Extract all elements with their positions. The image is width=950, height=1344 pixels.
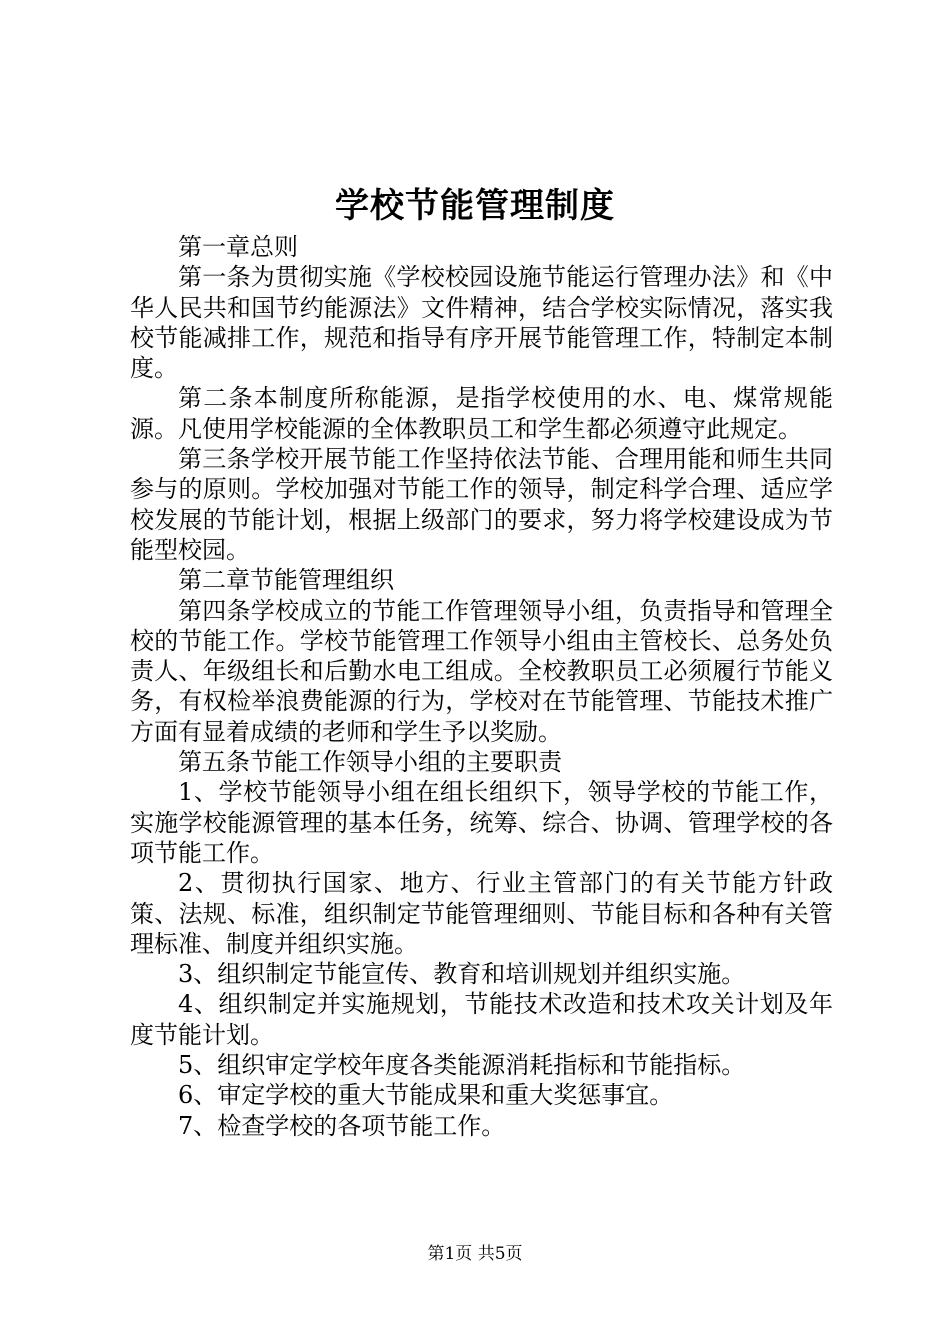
article-paragraph: 第一条为贯彻实施《学校校园设施节能运行管理办法》和《中华人民共和国节约能源法》文件精神，结合学校实际情况，落实我校节能减排工作，规范和指导有序开展节能管理工作，特制定本制度。 xyxy=(130,263,833,383)
document-body xyxy=(130,232,833,1141)
chapter-heading: 第二章节能管理组织 xyxy=(178,566,394,595)
chapter-heading: 第一章总则 xyxy=(178,233,298,261)
article-paragraph: 第二条本制度所称能源，是指学校使用的水、电、煤常规能源。凡使用学校能源的全体教职员工和学生都必须遵守此规定。 xyxy=(130,384,833,443)
document-title: 学校节能管理制度 xyxy=(335,186,615,226)
article-paragraph: 第三条学校开展节能工作坚持依法节能、合理用能和师生共同参与的原则。学校加强对节能工作的领导，制定科学合理、适应学校发展的节能计划，根据上级部门的要求，努力将学校建设成为节能型校园。 xyxy=(130,445,833,564)
list-item: 5、组织审定学校年度各类能源消耗指标和节能指标。 xyxy=(178,1051,746,1080)
list-item: 1、学校节能领导小组在组长组织下，领导学校的节能工作，实施学校能源管理的基本任务，统筹、综合、协调、管理学校的各项节能工作。 xyxy=(130,778,833,867)
list-item: 3、组织制定节能宣传、教育和培训规划并组织实施。 xyxy=(178,960,746,989)
article-paragraph: 第四条学校成立的节能工作管理领导小组，负责指导和管理全校的节能工作。学校节能管理工作领导小组由主管校长、总务处负责人、年级组长和后勤水电工组成。全校教职员工必须履行节能义务，有权检举浪费能源的行为，学校对在节能管理、节能技术推广方面有显着成绩的老师和学生予以奖励。 xyxy=(130,596,833,746)
list-item: 7、检查学校的各项节能工作。 xyxy=(178,1111,506,1140)
article-paragraph: 第五条节能工作领导小组的主要职责 xyxy=(178,748,562,777)
list-item: 4、组织制定并实施规划，节能技术改造和技术攻关计划及年度节能计划。 xyxy=(130,990,833,1049)
page-number-footer: 第1页 共5页 xyxy=(427,1244,523,1264)
list-item: 2、贯彻执行国家、地方、行业主管部门的有关节能方针政策、法规、标准，组织制定节能管理细则、节能目标和各种有关管理标准、制度并组织实施。 xyxy=(130,869,833,958)
list-item: 6、审定学校的重大节能成果和重大奖惩事宜。 xyxy=(178,1081,674,1110)
